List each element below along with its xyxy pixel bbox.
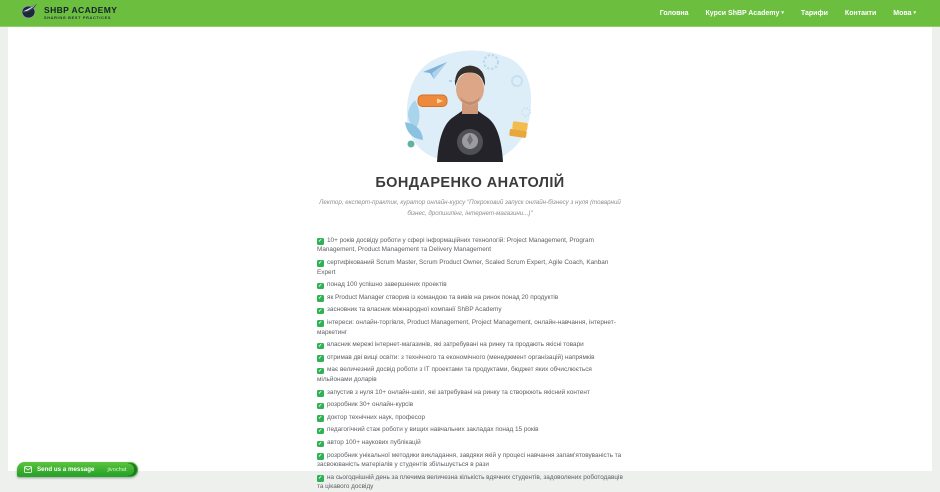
check-icon: ✓ xyxy=(318,402,323,409)
check-icon: ✓ xyxy=(318,415,323,422)
list-item xyxy=(317,293,623,303)
achievement-text: власник мережі інтернет-магазинів, які затребувані на ринку та продають якісні товари xyxy=(327,341,584,349)
list-item xyxy=(317,413,623,423)
nav-item[interactable] xyxy=(801,10,828,17)
chevron-down-icon: ▾ xyxy=(781,10,784,16)
nav-item-label: Курси ShBP Academy xyxy=(705,9,780,17)
list-item xyxy=(317,353,623,363)
achievement-text: 10+ років досвіду роботи у сфері інформаційних технологій: Project Management, Program Management, Product Management та Delivery Management xyxy=(317,236,594,254)
achievement-text: як Product Manager створив із командою та вивів на ринок понад 20 продуктів xyxy=(327,293,559,301)
achievement-text: засновник та власник міжнародної компанії ShBP Academy xyxy=(327,306,502,314)
achievement-text: розробник унікальної методики викладання, завдяки якій у процесі навчання запам'ятовуваність та засвоюваність матеріалів у студентів збільшується в рази xyxy=(317,451,622,469)
nav-item-label: Тарифи xyxy=(800,9,828,17)
list-item xyxy=(317,340,623,350)
nav-item-label: Головна xyxy=(659,9,689,17)
nav-item[interactable] xyxy=(706,10,784,17)
achievement-text: на сьогоднішній день за плечима величезна кількість вдячних студентів, задоволених роботодавців та цікавого досвіду xyxy=(317,473,623,491)
check-icon: ✓ xyxy=(318,367,323,374)
list-item xyxy=(317,236,623,255)
envelope-icon xyxy=(24,466,32,473)
achievement-text: запустив з нуля 10+ онлайн-шкіл, які затребувані на ринку та створюють якісний контент xyxy=(327,388,590,396)
check-icon: ✓ xyxy=(318,282,323,289)
check-icon: ✓ xyxy=(318,320,323,327)
check-icon: ✓ xyxy=(318,238,323,245)
list-item xyxy=(317,280,623,290)
achievement-text: сертифікований Scrum Master, Scrum Product Owner, Scaled Scrum Expert, Agile Coach, Kanban Expert xyxy=(317,258,609,276)
nav-item-label: Мова xyxy=(893,9,912,17)
check-icon: ✓ xyxy=(318,260,323,267)
chat-widget-button[interactable] xyxy=(17,462,138,477)
logo-tagline: SHARING BEST PRACTICES xyxy=(44,16,112,20)
logo[interactable] xyxy=(20,1,117,25)
chat-brand-label: jivochat xyxy=(107,466,127,473)
achievement-text: автор 100+ наукових публікацій xyxy=(327,439,421,447)
achievement-text: доктор технічних наук, професор xyxy=(327,413,426,421)
main-nav xyxy=(660,10,916,17)
check-icon: ✓ xyxy=(318,390,323,397)
chevron-down-icon: ▾ xyxy=(913,10,916,16)
list-item xyxy=(317,400,623,410)
profile-subtitle: Лектор, експерт-практик, куратор онлайн-курсу "Покроковий запуск онлайн-бізнесу з нуля (товарний бізнес, дропшипінг, інтернет-магазини...)" xyxy=(319,199,621,217)
list-item xyxy=(317,451,623,470)
check-icon: ✓ xyxy=(318,307,323,314)
achievement-text: має величезний досвід роботи з ІТ проектами та продуктами, бюджет яких обчислюється мільйонами доларів xyxy=(317,366,592,383)
nav-item[interactable] xyxy=(893,10,916,17)
list-item xyxy=(317,388,623,398)
achievements-list xyxy=(317,236,623,492)
list-item xyxy=(317,305,623,315)
check-icon: ✓ xyxy=(318,342,323,349)
logo-text xyxy=(44,6,117,20)
profile-photo-illustration xyxy=(391,48,549,162)
check-icon: ✓ xyxy=(318,440,323,447)
list-item xyxy=(317,438,623,448)
check-icon: ✓ xyxy=(318,427,323,434)
check-icon: ✓ xyxy=(318,295,323,302)
check-icon: ✓ xyxy=(318,453,323,460)
list-item xyxy=(317,318,623,337)
nav-item-label: Контакти xyxy=(844,9,877,17)
list-item xyxy=(317,258,623,277)
achievement-text: інтереси: онлайн-торгівля, Product Management, Project Management, онлайн-навчання, інтернет-маркетинг xyxy=(317,318,616,336)
list-item xyxy=(317,473,623,492)
list-item xyxy=(317,425,623,435)
header xyxy=(0,0,940,27)
check-icon: ✓ xyxy=(318,355,323,362)
achievement-text: отримав дві вищі освіти: з технічного та економічного (менеджмент організацій) напрямків xyxy=(327,353,595,361)
achievement-text: розробник 30+ онлайн-курсів xyxy=(327,401,414,409)
achievement-text: понад 100 успішно завершених проектів xyxy=(327,281,447,289)
page-title: БОНДАРЕНКО АНАТОЛІЙ xyxy=(375,175,565,191)
content-card xyxy=(8,27,932,491)
nav-item[interactable] xyxy=(845,10,876,17)
chat-message-label: Send us a message xyxy=(37,466,95,473)
logo-swoosh-icon xyxy=(20,1,39,25)
nav-item[interactable] xyxy=(660,10,689,17)
check-icon: ✓ xyxy=(318,475,323,482)
logo-title: SHBP ACADEMY xyxy=(44,5,118,15)
achievement-text: педагогічний стаж роботи у вищих навчальних закладах понад 15 років xyxy=(327,426,539,434)
list-item xyxy=(317,365,623,384)
orange-button-icon xyxy=(418,95,447,107)
